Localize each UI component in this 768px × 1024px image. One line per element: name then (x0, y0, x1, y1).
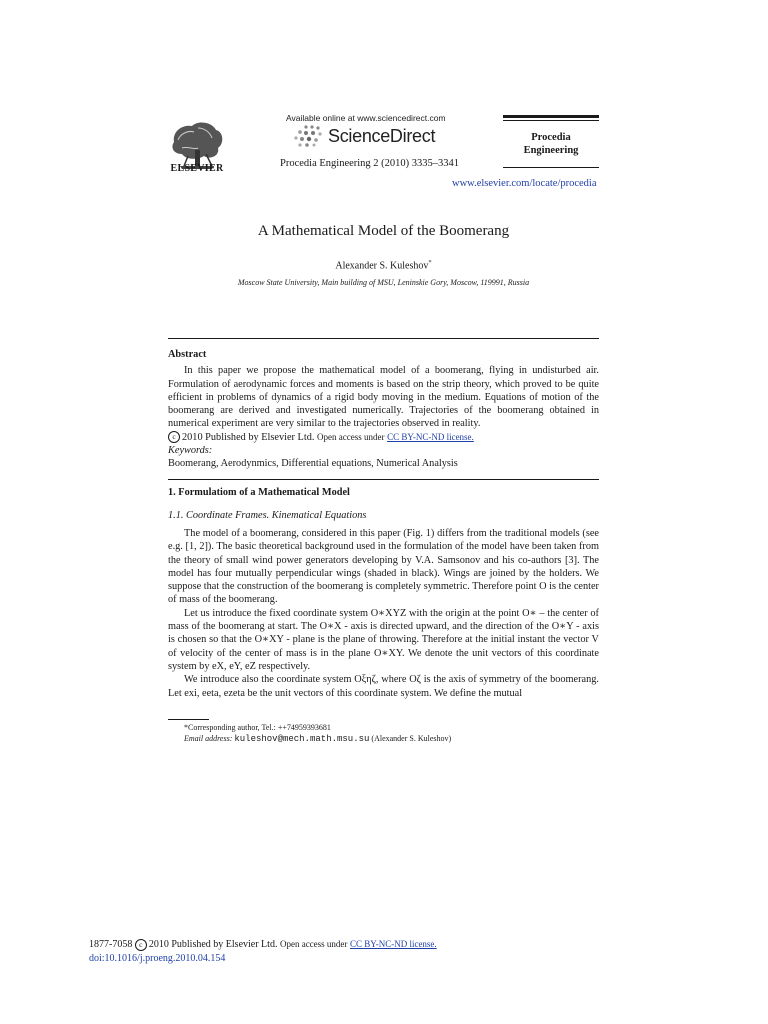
copyright-icon: c (168, 431, 180, 443)
sciencedirect-dots-icon (292, 124, 326, 148)
footer-copyright-text: 2010 Published by Elsevier Ltd. (148, 939, 278, 950)
footnotes (168, 722, 451, 745)
license-link[interactable]: CC BY-NC-ND license. (387, 431, 474, 442)
author-line (168, 259, 599, 271)
open-access-text: Open access under (317, 431, 385, 442)
footer-open-access-text: Open access under (279, 939, 348, 949)
sciencedirect-logo-text: ScienceDirect (328, 126, 436, 146)
abstract-bottom-rule (168, 479, 599, 480)
publisher-name: ELSEVIER (170, 163, 224, 174)
paragraph-1: The model of a boomerang, considered in this paper (Fig. 1) differs from the traditional models (see e.g. [1, 2]). The basic theoretical background used in the formulation of the model have been taken from the theory of small wind power generators developing by V.A. Samsonov and his co-authors [3]. The model has four mutually perpendicular wings (shaded in black). Wings are joined by the holders. We suppose that the construction of the boomerang is completely symmetric. Therefore point O is the center of mass of the boomerang. (168, 528, 599, 606)
abstract-section (168, 348, 599, 471)
journal-name-line1: Procedia (531, 132, 571, 143)
subsection-heading: 1.1. Coordinate Frames. Kinematical Equations (168, 510, 367, 521)
journal-reference: Procedia Engineering 2 (2010) 3335–3341 (280, 158, 460, 169)
keywords-label: Keywords: (168, 445, 213, 457)
section-heading: 1. Formulatiom of a Mathematical Model (168, 487, 350, 498)
available-online-text: Available online at www.sciencedirect.com (286, 113, 446, 123)
copyright-icon: c (135, 939, 147, 951)
abstract-text: In this paper we propose the mathematical model of a boomerang, flying in undisturbed air. Formulation of aerodynamic forces and moments is based on the strip theory, which proved to be quite efficient in problems of dynamics of a rigid body moving in the medium. Equations of motion of the boomerang are derived and investigated numerically. Trajectories of the boomerang obtained in numerical experiment are very similar to the trajectories observed in reality. (168, 365, 599, 430)
copyright-line (168, 431, 599, 444)
journal-url-link[interactable]: www.elsevier.com/locate/procedia (452, 178, 597, 189)
copyright-text: 2010 Published by Elsevier Ltd. (182, 431, 315, 443)
paper-title: A Mathematical Model of the Boomerang (257, 223, 510, 239)
doi-link[interactable]: doi:10.1016/j.proeng.2010.04.154 (89, 953, 226, 964)
page-footer (89, 937, 437, 966)
paragraph-2: Let us introduce the fixed coordinate system O∗XYZ with the origin at the point O∗ – the center of mass of the boomerang at start. The O∗X - axis is directed upward, and the direction of the O∗Y - axis is chosen so that the O∗XY - plane is the plane of throwing. Therefore at the initial instant the vector V of velocity of the center of mass is in the plane O∗XY. We denote the unit vectors of this coordinate system by eX, eY, eZ respectively. (168, 607, 599, 672)
email-author-name: (Alexander S. Kuleshov) (371, 734, 452, 743)
footnote-rule (168, 719, 209, 720)
abstract-top-rule (168, 338, 599, 339)
issn: 1877-7058 (89, 939, 133, 950)
email-address: kuleshov@mech.math.msu.su (234, 734, 370, 744)
section-body (168, 527, 599, 700)
journal-name-line2: Engineering (523, 145, 579, 156)
footer-license-link[interactable]: CC BY-NC-ND license. (349, 939, 437, 949)
email-label: Email address: (184, 734, 233, 743)
email-note (168, 733, 451, 745)
footer-copyright-line (89, 937, 437, 952)
abstract-heading: Abstract (168, 349, 207, 360)
affiliation: Moscow State University, Main building of MSU, Leninskie Gory, Moscow, 119991, Russia (237, 278, 530, 287)
author-name: Alexander S. Kuleshov (335, 260, 429, 272)
keywords-text: Boomerang, Aerodynmics, Differential equations, Numerical Analysis (168, 458, 458, 470)
author-footnote-mark: * (428, 259, 432, 266)
paragraph-3: We introduce also the coordinate system Oξηζ, where Oζ is the axis of symmetry of the boomerang. Let exi, eeta, ezeta be the unit vectors of this coordinate system. We define the mutual (168, 674, 599, 699)
corresponding-author-note: *Corresponding author, Tel.: ++74959393681 (184, 723, 331, 732)
journal-name-box (503, 115, 599, 168)
